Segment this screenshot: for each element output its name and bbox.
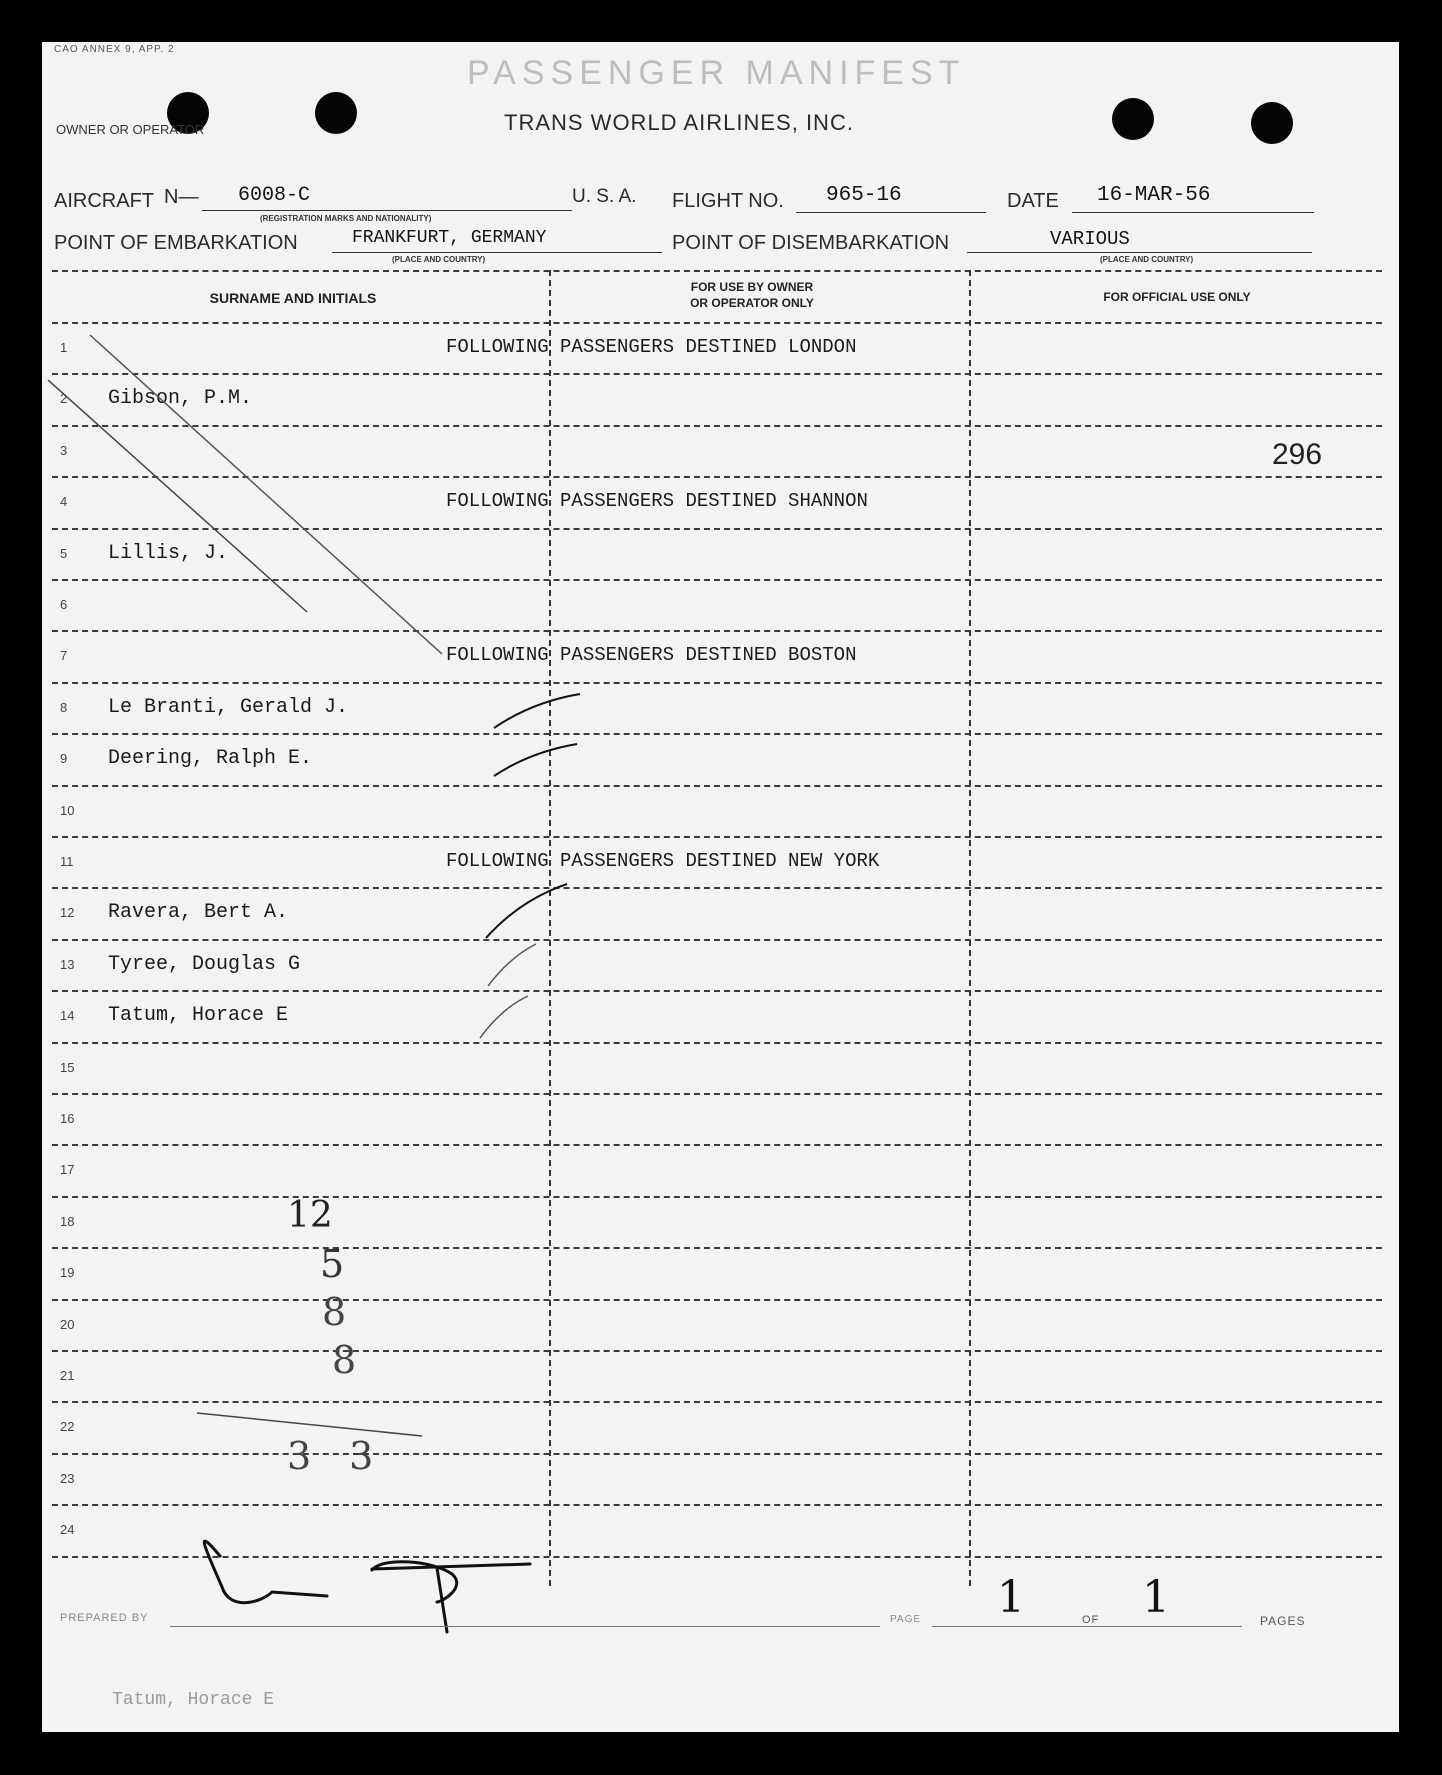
row-number: 15	[60, 1059, 75, 1075]
embarkation-caption: (PLACE AND COUNTRY)	[392, 255, 486, 264]
destination-heading: FOLLOWING PASSENGERS DESTINED LONDON	[446, 336, 857, 358]
row-number: 17	[60, 1162, 75, 1178]
row-number: 6	[60, 597, 68, 612]
row-number: 11	[60, 854, 74, 869]
row-number: 1	[60, 340, 68, 355]
row-number: 21	[60, 1368, 75, 1383]
row-number: 19	[60, 1265, 75, 1281]
column-header-owner-line1: FOR USE BY OWNER	[690, 280, 814, 294]
row-number: 2	[60, 391, 68, 407]
row-number: 3	[60, 442, 68, 458]
flight-value: 965-16	[826, 184, 902, 207]
destination-heading: FOLLOWING PASSENGERS DESTINED BOSTON	[446, 644, 857, 667]
row-number: 5	[60, 545, 68, 561]
signature	[204, 1541, 530, 1632]
of-label: OF	[1082, 1614, 1100, 1626]
row-number: 8	[60, 699, 68, 715]
row-number: 20	[60, 1316, 75, 1332]
passenger-name: Ravera, Bert A.	[108, 901, 289, 925]
tally-5: 5	[320, 1242, 345, 1286]
destination-heading: FOLLOWING PASSENGERS DESTINED SHANNON	[446, 490, 868, 513]
column-header-surname: SURNAME AND INITIALS	[209, 290, 377, 306]
annex-reference: CAO ANNEX 9, APP. 2	[54, 44, 175, 55]
disembarkation-value: VARIOUS	[1050, 228, 1130, 250]
owner-operator-label: OWNER OR OPERATOR	[56, 122, 205, 137]
passenger-name: Gibson, P.M.	[108, 387, 253, 411]
tally-8b: 8	[332, 1338, 357, 1382]
pages-label: PAGES	[1260, 1614, 1306, 1628]
column-header-owner-line2: OR OPERATOR ONLY	[690, 296, 814, 310]
page-underline	[932, 1626, 1122, 1627]
official-count: 296	[1272, 438, 1323, 471]
embarkation-value: FRANKFURT, GERMANY	[352, 228, 547, 248]
row-number: 4	[60, 494, 68, 510]
bleed-through-text: Tatum, Horace E	[112, 1690, 275, 1710]
aircraft-label: AIRCRAFT	[54, 190, 154, 212]
passenger-name: Lillis, J.	[108, 541, 229, 565]
row-number: 9	[60, 751, 68, 767]
aircraft-value: 6008-C	[238, 184, 311, 207]
passenger-name: Tyree, Douglas G	[108, 952, 301, 976]
row-number: 14	[60, 1008, 75, 1024]
date-value: 16-MAR-56	[1097, 184, 1211, 207]
embarkation-label: POINT OF EMBARKATION	[54, 232, 298, 254]
row-number: 18	[60, 1213, 75, 1229]
column-header-official: FOR OFFICIAL USE ONLY	[1103, 290, 1251, 304]
nationality-value: U. S. A.	[572, 186, 637, 207]
disembarkation-label: POINT OF DISEMBARKATION	[672, 232, 950, 254]
of-underline	[1112, 1626, 1242, 1627]
row-number: 24	[60, 1522, 75, 1538]
row-number: 23	[60, 1470, 75, 1486]
check-mark	[494, 744, 577, 776]
aircraft-prefix: N—	[164, 186, 199, 208]
tally-total: 33	[287, 1434, 412, 1478]
passenger-name: Deering, Ralph E.	[108, 747, 313, 771]
strike-line-long	[90, 335, 442, 654]
row-number: 10	[60, 802, 75, 818]
row-number: 22	[60, 1419, 75, 1435]
prepared-by-underline	[170, 1626, 880, 1627]
ink-marks	[42, 42, 1399, 1732]
flight-label: FLIGHT NO.	[672, 190, 784, 212]
row-number: 7	[60, 648, 68, 664]
check-mark	[480, 996, 528, 1038]
check-mark	[488, 944, 536, 986]
check-mark	[494, 694, 580, 728]
page-value: 1	[997, 1572, 1025, 1623]
passenger-name: Tatum, Horace E	[108, 1004, 289, 1028]
tally-8a: 8	[322, 1290, 347, 1334]
registration-caption: (REGISTRATION MARKS AND NATIONALITY)	[260, 214, 432, 223]
check-mark	[486, 884, 567, 938]
tally-sum-line	[197, 1413, 422, 1436]
disembarkation-caption: (PLACE AND COUNTRY)	[1100, 255, 1194, 264]
date-label: DATE	[1007, 190, 1059, 212]
row-number: 12	[60, 905, 75, 921]
page-label: PAGE	[890, 1614, 922, 1625]
destination-heading: FOLLOWING PASSENGERS DESTINED NEW YORK	[446, 850, 880, 872]
airline-name: TRANS WORLD AIRLINES, INC.	[504, 110, 854, 135]
prepared-by-label: PREPARED BY	[60, 1612, 149, 1624]
tally-12: 12	[287, 1195, 333, 1236]
row-number: 16	[60, 1111, 75, 1126]
total-pages-value: 1	[1142, 1572, 1170, 1623]
passenger-name: Le Branti, Gerald J.	[108, 695, 349, 719]
manifest-page	[42, 42, 1399, 1732]
row-number: 13	[60, 956, 75, 972]
form-title: PASSENGER MANIFEST	[467, 54, 966, 92]
